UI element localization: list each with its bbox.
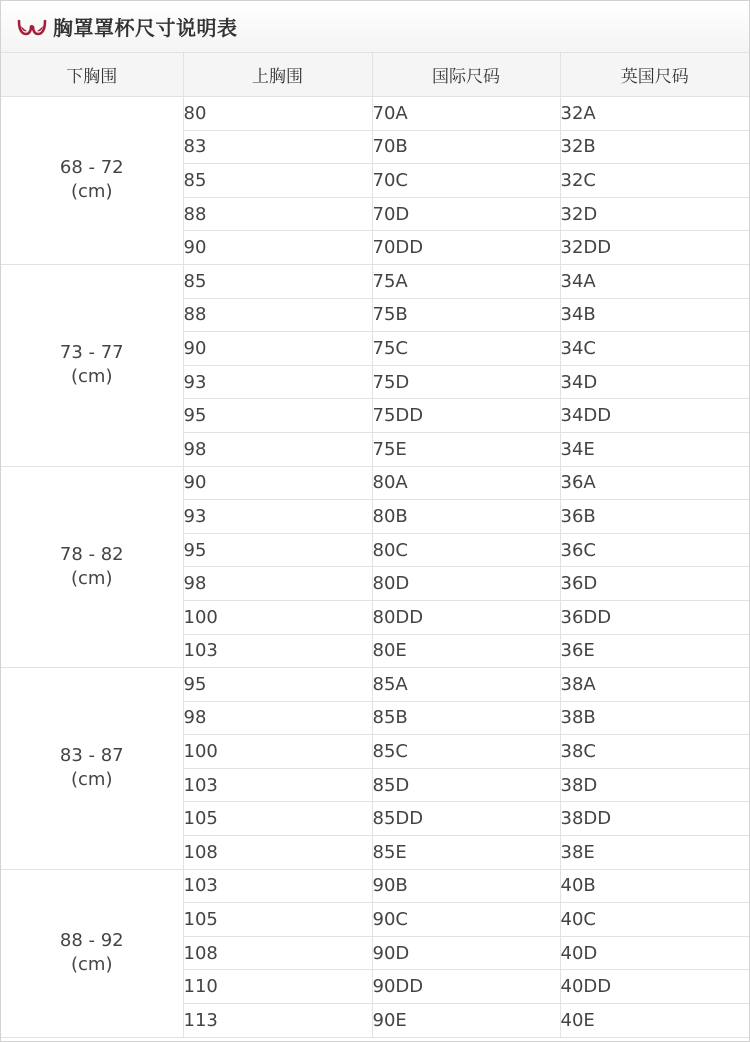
uk-size-cell: 40DD [560, 970, 749, 1004]
underbust-unit: (cm) [71, 366, 113, 388]
overbust-cell: 93 [183, 365, 372, 399]
uk-size-cell: 40E [560, 1004, 749, 1038]
uk-size-cell: 32D [560, 197, 749, 231]
overbust-cell: 103 [183, 869, 372, 903]
intl-size-cell: 90DD [372, 970, 560, 1004]
underbust-range-cell [1, 264, 183, 466]
intl-size-cell: 85DD [372, 802, 560, 836]
intl-size-cell: 80A [372, 466, 560, 500]
overbust-cell: 95 [183, 533, 372, 567]
overbust-cell: 98 [183, 701, 372, 735]
underbust-range: 68 - 72 [59, 157, 124, 179]
uk-size-cell: 32C [560, 164, 749, 198]
table-row [1, 668, 749, 702]
intl-size-cell: 80D [372, 567, 560, 601]
uk-size-cell: 34E [560, 432, 749, 466]
intl-size-cell: 90D [372, 936, 560, 970]
overbust-cell: 90 [183, 466, 372, 500]
table-row [1, 97, 749, 131]
overbust-cell: 98 [183, 567, 372, 601]
underbust-range: 83 - 87 [59, 745, 124, 767]
underbust-range: 78 - 82 [59, 543, 124, 565]
title-bar [1, 1, 749, 53]
uk-size-cell: 38E [560, 836, 749, 870]
page-title: 胸罩罩杯尺寸说明表 [53, 16, 238, 40]
intl-size-cell: 75C [372, 332, 560, 366]
overbust-cell: 110 [183, 970, 372, 1004]
intl-size-cell: 80E [372, 634, 560, 668]
intl-size-cell: 80C [372, 533, 560, 567]
uk-size-cell: 34C [560, 332, 749, 366]
overbust-cell: 93 [183, 500, 372, 534]
intl-size-cell: 80B [372, 500, 560, 534]
overbust-cell: 85 [183, 164, 372, 198]
underbust-range-cell [1, 668, 183, 870]
intl-size-cell: 90C [372, 903, 560, 937]
uk-size-cell: 34DD [560, 399, 749, 433]
table-row [1, 264, 749, 298]
uk-size-cell: 36A [560, 466, 749, 500]
intl-size-cell: 80DD [372, 600, 560, 634]
uk-size-cell: 38DD [560, 802, 749, 836]
overbust-cell: 103 [183, 768, 372, 802]
underbust-unit: (cm) [71, 769, 113, 791]
underbust-unit: (cm) [71, 181, 113, 203]
overbust-cell: 108 [183, 836, 372, 870]
uk-size-cell: 40C [560, 903, 749, 937]
uk-size-cell: 34D [560, 365, 749, 399]
col-header-underbust: 下胸围 [1, 53, 183, 97]
uk-size-cell: 36C [560, 533, 749, 567]
overbust-cell: 98 [183, 432, 372, 466]
table-row [1, 466, 749, 500]
overbust-cell: 105 [183, 802, 372, 836]
overbust-cell: 88 [183, 298, 372, 332]
intl-size-cell: 75B [372, 298, 560, 332]
uk-size-cell: 32A [560, 97, 749, 131]
underbust-range-cell [1, 466, 183, 668]
overbust-cell: 88 [183, 197, 372, 231]
overbust-cell: 90 [183, 332, 372, 366]
uk-size-cell: 40B [560, 869, 749, 903]
overbust-cell: 108 [183, 936, 372, 970]
intl-size-cell: 85C [372, 735, 560, 769]
underbust-range-cell [1, 869, 183, 1037]
uk-size-cell: 38A [560, 668, 749, 702]
intl-size-cell: 70B [372, 130, 560, 164]
intl-size-cell: 70A [372, 97, 560, 131]
uk-size-cell: 40D [560, 936, 749, 970]
underbust-range-cell [1, 97, 183, 265]
uk-size-cell: 32DD [560, 231, 749, 265]
uk-size-cell: 36E [560, 634, 749, 668]
intl-size-cell: 90E [372, 1004, 560, 1038]
size-table [1, 53, 749, 1038]
overbust-cell: 105 [183, 903, 372, 937]
intl-size-cell: 85A [372, 668, 560, 702]
intl-size-cell: 75DD [372, 399, 560, 433]
intl-size-cell: 85B [372, 701, 560, 735]
uk-size-cell: 32B [560, 130, 749, 164]
uk-size-cell: 34B [560, 298, 749, 332]
uk-size-cell: 38D [560, 768, 749, 802]
intl-size-cell: 85D [372, 768, 560, 802]
overbust-cell: 85 [183, 264, 372, 298]
overbust-cell: 113 [183, 1004, 372, 1038]
col-header-uk-size: 英国尺码 [560, 53, 749, 97]
uk-size-cell: 36D [560, 567, 749, 601]
overbust-cell: 100 [183, 735, 372, 769]
size-table-body [1, 97, 749, 1038]
overbust-cell: 95 [183, 668, 372, 702]
underbust-unit: (cm) [71, 567, 113, 589]
overbust-cell: 80 [183, 97, 372, 131]
uk-size-cell: 38B [560, 701, 749, 735]
underbust-unit: (cm) [71, 954, 113, 976]
intl-size-cell: 75A [372, 264, 560, 298]
bra-icon [17, 17, 47, 37]
overbust-cell: 90 [183, 231, 372, 265]
intl-size-cell: 70C [372, 164, 560, 198]
overbust-cell: 95 [183, 399, 372, 433]
intl-size-cell: 75D [372, 365, 560, 399]
uk-size-cell: 36DD [560, 600, 749, 634]
header-row [1, 53, 749, 97]
uk-size-cell: 34A [560, 264, 749, 298]
overbust-cell: 83 [183, 130, 372, 164]
underbust-range: 73 - 77 [59, 342, 124, 364]
uk-size-cell: 38C [560, 735, 749, 769]
col-header-overbust: 上胸围 [183, 53, 372, 97]
intl-size-cell: 85E [372, 836, 560, 870]
intl-size-cell: 70DD [372, 231, 560, 265]
intl-size-cell: 90B [372, 869, 560, 903]
overbust-cell: 100 [183, 600, 372, 634]
intl-size-cell: 75E [372, 432, 560, 466]
uk-size-cell: 36B [560, 500, 749, 534]
table-row [1, 869, 749, 903]
underbust-range: 88 - 92 [59, 930, 124, 952]
overbust-cell: 103 [183, 634, 372, 668]
intl-size-cell: 70D [372, 197, 560, 231]
col-header-intl-size: 国际尺码 [372, 53, 560, 97]
